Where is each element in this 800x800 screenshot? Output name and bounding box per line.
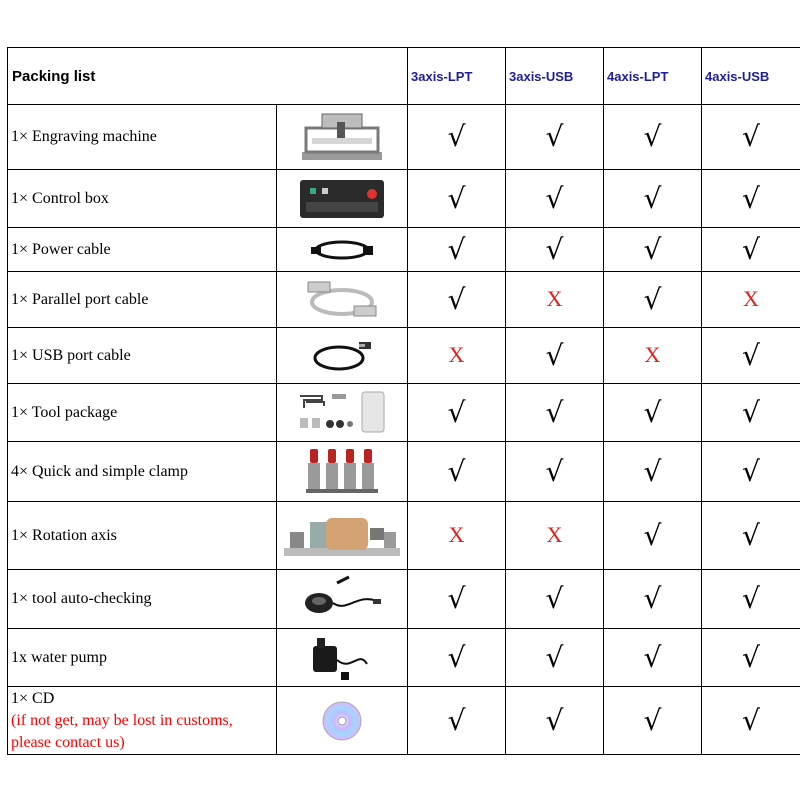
mark-cell [506,687,604,755]
check-icon: √ [545,703,564,737]
mark-cell [408,442,506,502]
item-label: 1× Control box [8,170,277,228]
mark-cell [702,629,800,687]
check-icon: √ [643,181,662,215]
cross-icon: X [644,342,661,367]
mark-cell [408,570,506,629]
mark-cell [408,328,506,384]
check-icon: √ [447,120,466,153]
check-icon: √ [643,640,662,674]
item-label: 4× Quick and simple clamp [8,442,277,502]
mark-cell [408,384,506,442]
mark-cell [604,384,702,442]
mark-cell [702,570,800,629]
column-header-3axis-lpt: 3axis-LPT [408,48,506,105]
table-row [8,328,800,384]
mark-cell [604,570,702,629]
control-box-icon [277,170,408,228]
check-icon: √ [742,120,760,153]
check-icon: √ [742,703,760,737]
check-icon: √ [545,120,564,153]
check-icon: √ [742,640,760,674]
item-label: 1× tool auto-checking [8,570,277,629]
table-row [8,442,800,502]
cd-icon [277,687,408,755]
check-icon: √ [447,282,466,316]
mark-cell [506,629,604,687]
mark-cell [604,170,702,228]
mark-cell [604,228,702,272]
parallel-cable-icon [277,272,408,328]
packing-list-table [7,47,800,755]
mark-cell [408,629,506,687]
item-label: 1× Tool package [8,384,277,442]
check-icon: √ [643,518,662,552]
mark-cell [408,502,506,570]
mark-cell [702,687,800,755]
mark-cell [506,170,604,228]
mark-cell [506,384,604,442]
usb-cable-icon [277,328,408,384]
table-row [8,687,800,755]
check-icon: √ [643,703,662,737]
water-pump-icon [277,629,408,687]
check-icon: √ [742,181,760,215]
mark-cell [702,105,800,170]
table-row [8,105,800,170]
mark-cell [506,272,604,328]
tool-sensor-icon [277,570,408,629]
item-label-main: 1× CD [11,689,55,707]
check-icon: √ [545,338,564,372]
item-label: 1x water pump [8,629,277,687]
mark-cell [506,328,604,384]
power-cable-icon [277,228,408,272]
check-icon: √ [447,640,466,674]
item-label: 1× Engraving machine [8,105,277,170]
mark-cell [604,442,702,502]
mark-cell [506,442,604,502]
column-header-4axis-lpt: 4axis-LPT [604,48,702,105]
mark-cell [702,170,800,228]
table-row [8,570,800,629]
table-row [8,384,800,442]
check-icon: √ [545,395,564,429]
table-row [8,502,800,570]
table-row [8,272,800,328]
cross-icon: X [448,342,465,367]
check-icon: √ [545,582,564,615]
cross-icon: X [448,522,465,547]
check-icon: √ [545,181,564,215]
check-icon: √ [742,582,760,615]
mark-cell [506,105,604,170]
check-icon: √ [643,120,662,153]
check-icon: √ [742,395,760,429]
table-row [8,228,800,272]
check-icon: √ [643,395,662,429]
header-row [8,48,800,105]
check-icon: √ [643,454,662,488]
check-icon: √ [742,232,760,266]
cross-icon: X [546,522,563,547]
clamp-icon [277,442,408,502]
mark-cell [408,170,506,228]
check-icon: √ [545,232,564,266]
column-header-4axis-usb: 4axis-USB [702,48,800,105]
check-icon: √ [447,395,466,429]
item-label: 1× Rotation axis [8,502,277,570]
mark-cell [702,384,800,442]
mark-cell [604,105,702,170]
check-icon: √ [643,232,662,266]
mark-cell [702,442,800,502]
tool-package-icon [277,384,408,442]
mark-cell [702,228,800,272]
check-icon: √ [643,582,662,615]
mark-cell [702,272,800,328]
mark-cell [506,570,604,629]
item-label [8,687,277,755]
item-label: 1× Power cable [8,228,277,272]
item-note: (if not get, may be lost in customs, please contact us) [11,711,233,751]
mark-cell [506,228,604,272]
check-icon: √ [447,232,466,266]
check-icon: √ [447,454,466,488]
check-icon: √ [545,640,564,674]
mark-cell [702,502,800,570]
cross-icon: X [743,286,759,311]
mark-cell [604,502,702,570]
check-icon: √ [742,338,760,372]
mark-cell [604,328,702,384]
check-icon: √ [643,282,662,316]
check-icon: √ [447,181,466,215]
mark-cell [604,687,702,755]
rotation-axis-icon [277,502,408,570]
mark-cell [506,502,604,570]
column-header-3axis-usb: 3axis-USB [506,48,604,105]
check-icon: √ [742,518,760,552]
mark-cell [408,687,506,755]
packing-list-title: Packing list [8,48,408,105]
check-icon: √ [447,582,466,615]
item-label: 1× USB port cable [8,328,277,384]
item-label: 1× Parallel port cable [8,272,277,328]
mark-cell [408,272,506,328]
mark-cell [702,328,800,384]
mark-cell [604,629,702,687]
cross-icon: X [546,286,563,311]
table-row [8,170,800,228]
mark-cell [408,105,506,170]
check-icon: √ [742,454,760,488]
check-icon: √ [447,703,466,737]
table-row [8,629,800,687]
check-icon: √ [545,454,564,488]
mark-cell [604,272,702,328]
mark-cell [408,228,506,272]
engraving-machine-icon [277,105,408,170]
